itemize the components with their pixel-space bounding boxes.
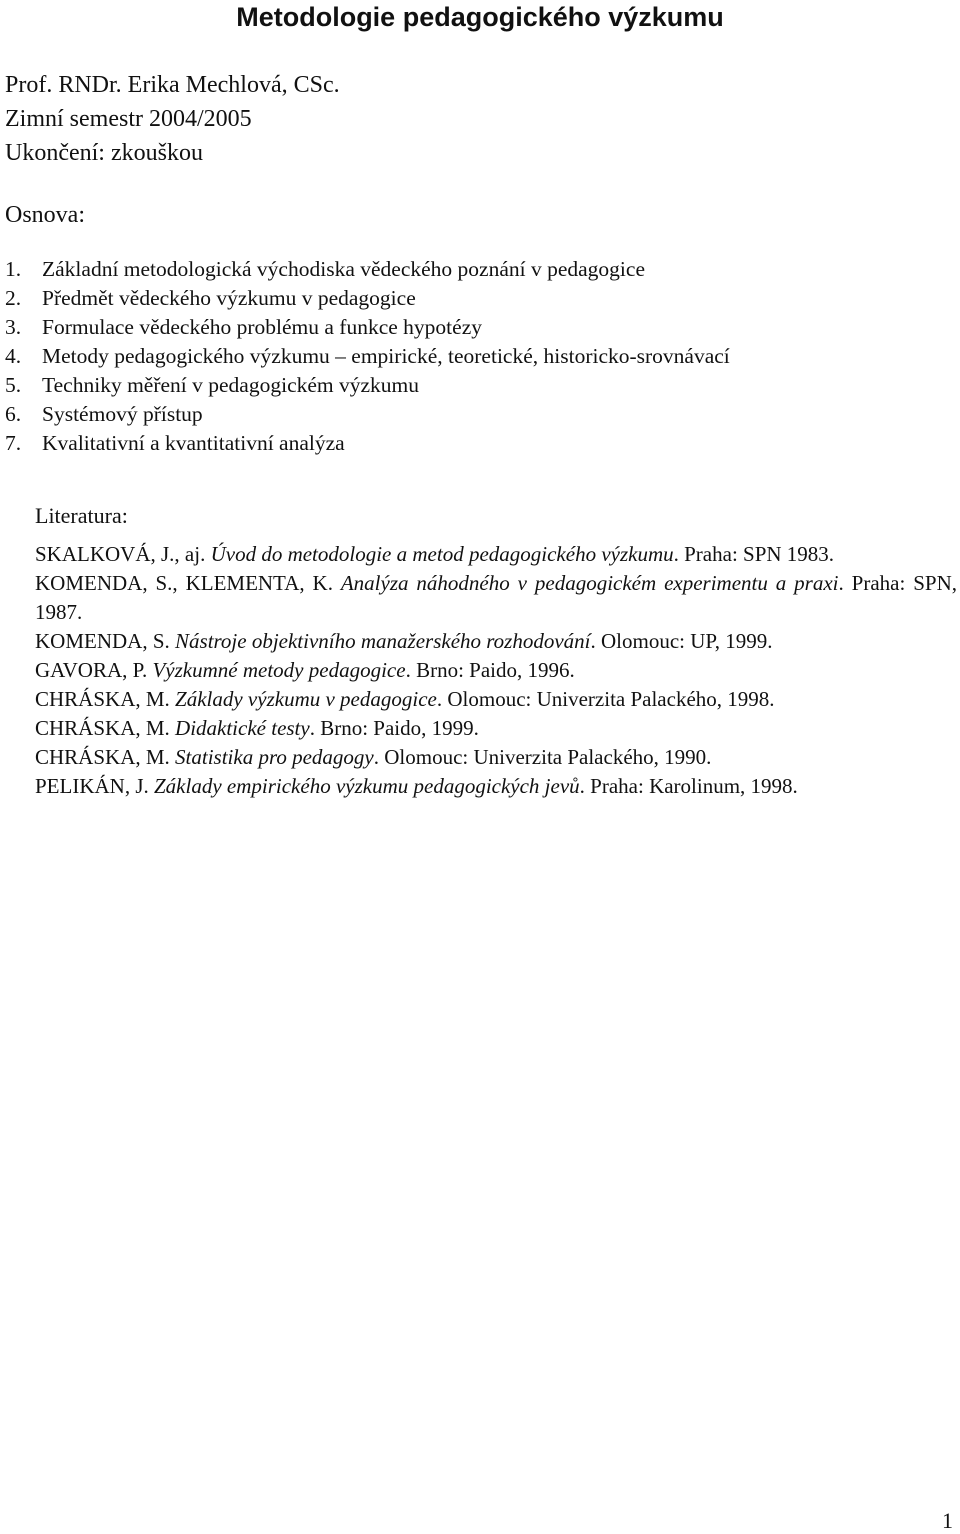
reference-publisher: . Olomouc: UP, 1999. xyxy=(590,629,773,653)
reference-item xyxy=(35,714,957,743)
outline-item-number: 6. xyxy=(5,402,22,426)
reference-item xyxy=(35,569,957,627)
reference-item xyxy=(35,540,957,569)
outline-item xyxy=(5,284,730,313)
reference-title: Úvod do metodologie a metod pedagogického výzkumu xyxy=(210,542,674,566)
reference-publisher: . Brno: Paido, 1996. xyxy=(405,658,575,682)
outline-item-number: 7. xyxy=(5,431,22,455)
reference-title: Základy empirického výzkumu pedagogických jevů xyxy=(154,774,580,798)
reference-publisher: . Olomouc: Univerzita Palackého, 1990. xyxy=(373,745,712,769)
reference-title: Didaktické testy xyxy=(175,716,310,740)
document-title: Metodologie pedagogického výzkumu xyxy=(236,2,724,32)
outline-item xyxy=(5,400,730,429)
outline-item-text: Předmět vědeckého výzkumu v pedagogice xyxy=(42,286,416,310)
outline-item-text: Metody pedagogického výzkumu – empirické, teoretické, historicko-srovnávací xyxy=(42,344,730,368)
reference-title: Nástroje objektivního manažerského rozhodování xyxy=(175,629,591,653)
reference-author: GAVORA, P. xyxy=(35,658,153,682)
outline-item-number: 4. xyxy=(5,344,22,368)
reference-publisher: . Brno: Paido, 1999. xyxy=(309,716,479,740)
course-info xyxy=(5,68,340,170)
outline-item-number: 3. xyxy=(5,315,22,339)
outline-heading: Osnova: xyxy=(5,202,85,228)
reference-author: KOMENDA, S. xyxy=(35,629,176,653)
outline-list xyxy=(5,255,730,458)
semester-info: Zimní semestr 2004/2005 xyxy=(5,106,252,132)
outline-item-number: 5. xyxy=(5,373,22,397)
outline-item xyxy=(5,371,730,400)
reference-title: Základy výzkumu v pedagogice xyxy=(175,687,437,711)
reference-item xyxy=(35,627,957,656)
reference-title: Výzkumné metody pedagogice xyxy=(152,658,406,682)
reference-author: KOMENDA, S., KLEMENTA, K. xyxy=(35,571,341,595)
reference-item xyxy=(35,656,957,685)
reference-author: CHRÁSKA, M. xyxy=(35,745,176,769)
outline-item-text: Systémový přístup xyxy=(42,402,203,426)
reference-publisher: . Praha: Karolinum, 1998. xyxy=(579,774,798,798)
reference-author: SKALKOVÁ, J., aj. xyxy=(35,542,211,566)
lecturer-name: Prof. RNDr. Erika Mechlová, CSc. xyxy=(5,72,340,98)
reference-item xyxy=(35,743,957,772)
outline-item xyxy=(5,255,730,284)
outline-item-text: Techniky měření v pedagogickém výzkumu xyxy=(42,373,420,397)
completion-info: Ukončení: zkouškou xyxy=(5,140,203,166)
outline-item xyxy=(5,429,730,458)
outline-item-text: Kvalitativní a kvantitativní analýza xyxy=(42,431,345,455)
outline-item-text: Základní metodologická východiska vědeckého poznání v pedagogice xyxy=(42,257,645,281)
outline-item-number: 2. xyxy=(5,286,22,310)
reference-item xyxy=(35,772,957,801)
reference-publisher: . Olomouc: Univerzita Palackého, 1998. xyxy=(436,687,775,711)
reference-author: CHRÁSKA, M. xyxy=(35,687,176,711)
reference-item xyxy=(35,685,957,714)
literature-heading: Literatura: xyxy=(35,503,128,528)
reference-author: PELIKÁN, J. xyxy=(35,774,154,798)
page-number: 1 xyxy=(942,1508,953,1533)
reference-publisher: . Praha: SPN, 1987. xyxy=(35,571,957,624)
reference-publisher: . Praha: SPN 1983. xyxy=(673,542,835,566)
outline-item xyxy=(5,313,730,342)
reference-author: CHRÁSKA, M. xyxy=(35,716,176,740)
outline-item xyxy=(5,342,730,371)
reference-list xyxy=(35,540,957,801)
reference-title: Statistika pro pedagogy xyxy=(175,745,374,769)
outline-item-number: 1. xyxy=(5,257,22,281)
outline-item-text: Formulace vědeckého problému a funkce hypotézy xyxy=(42,315,482,339)
reference-title: Analýza náhodného v pedagogickém experimentu a praxi xyxy=(340,571,839,595)
